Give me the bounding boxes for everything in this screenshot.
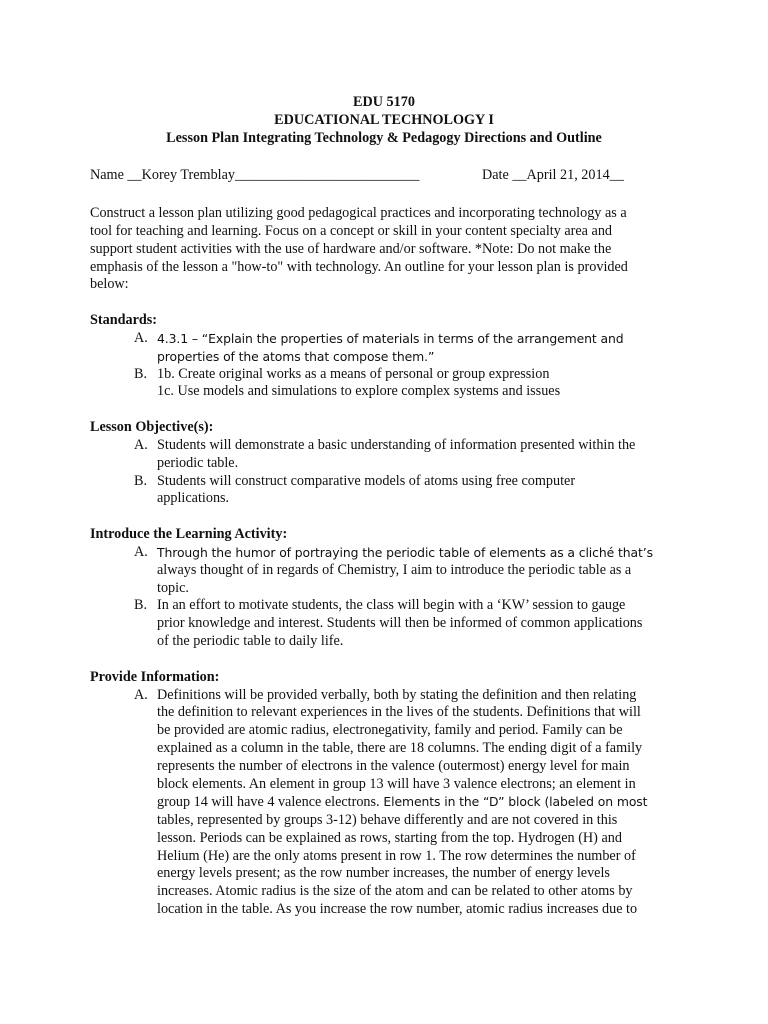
item-line: applications.: [157, 490, 230, 507]
item-line: prior knowledge and interest. Students will then be informed of common applications: [157, 615, 643, 632]
intro-line: Construct a lesson plan utilizing good pedagogical practices and incorporating technology as a: [90, 205, 627, 222]
item-line: Students will demonstrate a basic understanding of information presented within the: [157, 436, 636, 453]
item-line: periodic table.: [157, 454, 239, 471]
standards-heading: Standards:: [90, 312, 158, 329]
provide-heading: Provide Information:: [90, 668, 220, 685]
name-date-row: [90, 167, 678, 185]
item-line: Helium (He) are the only atoms present in row 1. The row determines the number of: [157, 847, 636, 864]
item-line-part: group 14 will have 4 valence electrons.: [157, 794, 380, 811]
standard-item-a: [90, 330, 678, 366]
objective-item-b: [90, 473, 678, 509]
item-line: 1c. Use models and simulations to explore complex systems and issues: [157, 383, 561, 400]
item-line: 1b. Create original works as a means of personal or group expression: [157, 365, 550, 382]
item-line: the definition to relevant experiences in the lives of the students. Definitions that will: [157, 704, 641, 721]
intro-line: tool for teaching and learning. Focus on a concept or skill in your content specialty area and: [90, 222, 613, 239]
item-line: 4.3.1 – “Explain the properties of materials in terms of the arrangement and: [157, 330, 624, 346]
item-label: A.: [134, 543, 148, 560]
intro-line: below:: [90, 276, 129, 293]
item-line: Definitions will be provided verbally, both by stating the definition and then relating: [157, 686, 637, 703]
intro-paragraph: [90, 205, 678, 294]
document-subtitle: Lesson Plan Integrating Technology & Pedagogy Directions and Outline: [166, 129, 602, 146]
item-label: A.: [134, 686, 148, 703]
item-line: energy levels present; as the row number increases, the number of energy levels: [157, 865, 610, 882]
document-header: [90, 94, 678, 147]
intro-line: emphasis of the lesson a "how-to" with technology. An outline for your lesson plan is provided: [90, 258, 628, 275]
item-line-part: Elements in the “D” block (labeled on most: [379, 794, 648, 810]
provide-item-a: [90, 687, 678, 919]
item-line: always thought of in regards of Chemistry, I aim to introduce the periodic table as a: [157, 561, 632, 578]
item-line: be provided are atomic radius, electronegativity, family and period. Family can be: [157, 722, 623, 739]
item-line: increases. Atomic radius is the size of the atom and can be related to other atoms by: [157, 883, 633, 900]
item-line: block elements. An element in group 13 will have 3 valence electrons; an element in: [157, 775, 636, 792]
objectives-heading: Lesson Objective(s):: [90, 419, 214, 436]
intro-line: support student activities with the use of hardware and/or software. *Note: Do not make the: [90, 240, 612, 257]
course-title: EDUCATIONAL TECHNOLOGY I: [274, 111, 494, 128]
item-label: A.: [134, 436, 148, 453]
introduce-heading: Introduce the Learning Activity:: [90, 526, 288, 543]
item-line: In an effort to motivate students, the class will begin with a ‘KW’ session to gauge: [157, 597, 626, 614]
date-line: Date __April 21, 2014__: [482, 167, 624, 184]
course-code: EDU 5170: [353, 94, 415, 110]
objective-item-a: [90, 437, 678, 473]
item-line: represents the number of electrons in the valence (outermost) energy level for main: [157, 757, 630, 774]
item-line: explained as a column in the table, there are 18 columns. The ending digit of a family: [157, 739, 643, 756]
item-line: lesson. Periods can be explained as rows, starting from the top. Hydrogen (H) and: [157, 829, 622, 846]
item-line: Through the humor of portraying the periodic table of elements as a cliché that’s: [157, 544, 653, 560]
item-line: location in the table. As you increase the row number, atomic radius increases due to: [157, 901, 638, 918]
introduce-item-b: [90, 597, 678, 650]
introduce-item-a: [90, 544, 678, 597]
item-line: Students will construct comparative models of atoms using free computer: [157, 472, 576, 489]
item-line: tables, represented by groups 3-12) behave differently and are not covered in this: [157, 812, 618, 829]
item-label: B.: [134, 472, 148, 489]
item-line: properties of the atoms that compose them.”: [157, 348, 435, 364]
item-label: A.: [134, 329, 148, 346]
standard-item-b: [90, 366, 678, 402]
item-line: [157, 793, 678, 812]
item-line: topic.: [157, 579, 189, 596]
item-label: B.: [134, 597, 148, 614]
name-line: Name __Korey Tremblay__________________________: [90, 167, 420, 184]
item-line: of the periodic table to daily life.: [157, 632, 344, 649]
item-label: B.: [134, 365, 148, 382]
